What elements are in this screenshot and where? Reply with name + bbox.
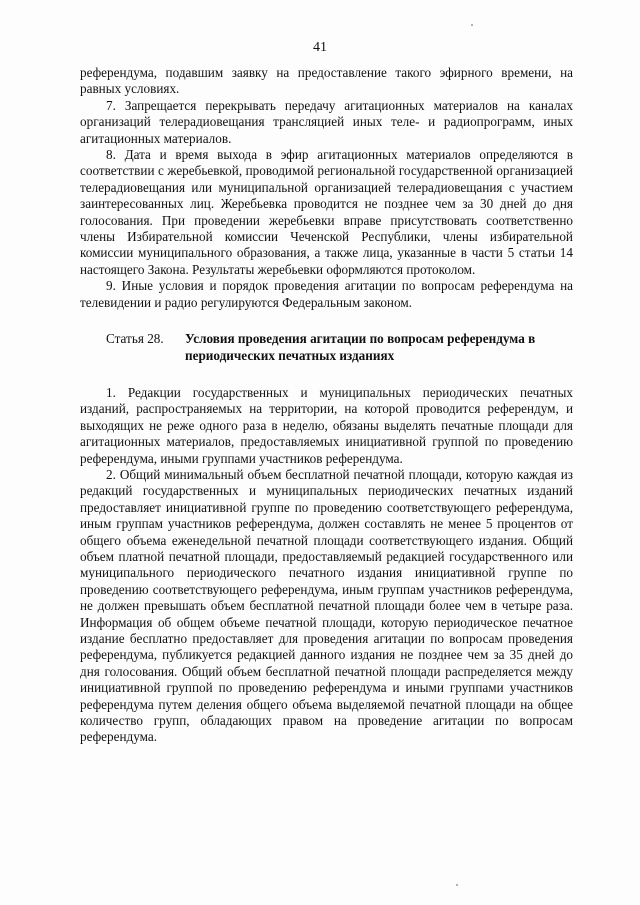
scan-speck-top	[471, 24, 473, 26]
paragraph: 8. Дата и время выхода в эфир агитационных материалов определяются в соответствии с жеребьевкой, проводимой региональной государственной организацией телерадиовещания или муниципальной организацией телерадиовещания с участием заинтересованных лиц. Жеребьевка проводится не позднее чем за 30 дней до дня голосования. При проведении жеребьевки вправе присутствовать соответственно члены Избирательной комиссии Чеченской Республики, члены избирательной комиссии муниципального образования, а также лица, указанные в части 5 статьи 14 настоящего Закона. Результаты жеребьевки оформляются протоколом.	[80, 147, 573, 277]
article-label: Статья 28.	[106, 331, 164, 347]
paragraph: 7. Запрещается перекрывать передачу агитационных материалов на каналах организаций телерадиовещания трансляцией иных теле- и радиопрограмм, иных агитационных материалов.	[80, 97, 573, 146]
paragraph: 1. Редакции государственных и муниципальных периодических печатных изданий, распространяемых на территории, на которой проводится референдум, и выходящих не реже одного раза в неделю, обязаны выделять печатные площади для агитационных материалов, предоставляемых инициативной группой по проведению референдума, иными группами участников референдума.	[80, 384, 573, 466]
article-heading	[80, 331, 573, 364]
document-body	[80, 65, 573, 746]
scan-speck-bottom	[456, 884, 458, 886]
page-number: 41	[313, 40, 327, 55]
article-title: Условия проведения агитации по вопросам референдума в периодических печатных изданиях	[185, 331, 536, 363]
paragraph-group-top	[80, 65, 573, 311]
paragraph-group-bottom	[80, 385, 573, 746]
paragraph: 9. Иные условия и порядок проведения агитации по вопросам референдума на телевидении и радио регулируются Федеральным законом.	[80, 278, 573, 310]
paragraph: референдума, подавшим заявку на предоставление такого эфирного времени, на равных условиях.	[80, 65, 573, 97]
paragraph: 2. Общий минимальный объем бесплатной печатной площади, которую каждая из редакций государственных и муниципальных периодических печатных изданий предоставляет инициативной группе по проведению соответствующего референдума, иным группам участников референдума, должен составлять не менее 5 процентов от общего объема еженедельной печатной площади соответствующего издания. Общий объем платной печатной площади, предоставляемый редакцией государственного или муниципального периодического печатного издания инициативной группе по проведению соответствующего референдума, иным группам участников референдума, не должен превышать объем бесплатной печатной площади более чем в четыре раза. Информация об общем объеме печатной площади, которую периодическое печатное издание бесплатно предоставляет для проведения агитации по вопросам проведения референдума, публикуется редакцией данного издания не позднее чем за 35 дней до дня голосования. Общий объем бесплатной печатной площади распределяется между инициативной группой по проведению референдума и иными группами участников референдума путем деления общего объема выделяемой печатной площади на общее количество групп, обладающих правом на проведение агитации по вопросам референдума.	[80, 466, 573, 745]
